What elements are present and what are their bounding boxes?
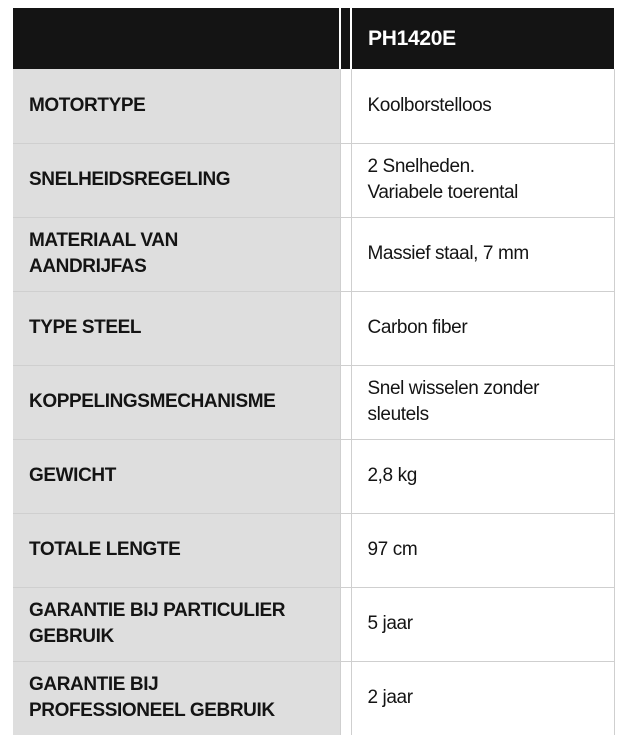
column-divider [340,439,351,513]
spec-row-gewicht [13,439,614,513]
spec-row-koppeling [13,365,614,439]
column-divider [340,587,351,661]
column-divider [340,661,351,735]
spec-row-materiaal [13,217,614,291]
header-divider [340,8,351,69]
column-divider [340,217,351,291]
spec-row-garantie-professioneel [13,661,614,735]
spec-value: 5 jaar [351,587,614,661]
header-row [13,8,614,69]
spec-label: KOPPELINGSMECHANISME [13,365,340,439]
spec-label: GEWICHT [13,439,340,513]
spec-row-type-steel [13,291,614,365]
spec-row-lengte [13,513,614,587]
column-divider [340,291,351,365]
column-divider [340,143,351,217]
spec-label: SNELHEIDSREGELING [13,143,340,217]
spec-label: GARANTIE BIJ PROFESSIONEEL GEBRUIK [13,661,340,735]
column-divider [340,69,351,143]
spec-label: GARANTIE BIJ PARTICULIER GEBRUIK [13,587,340,661]
model-heading: PH1420E [351,8,614,69]
column-divider [340,365,351,439]
spec-label: MOTORTYPE [13,69,340,143]
spec-value: 97 cm [351,513,614,587]
spec-label: TYPE STEEL [13,291,340,365]
spec-value: Snel wisselen zonder sleutels [351,365,614,439]
spec-value: 2,8 kg [351,439,614,513]
spec-value: Carbon fiber [351,291,614,365]
column-divider [340,513,351,587]
header-label-cell [13,8,340,69]
spec-value: 2 jaar [351,661,614,735]
spec-table [13,8,615,735]
spec-value: Massief staal, 7 mm [351,217,614,291]
spec-value: Koolborstelloos [351,69,614,143]
spec-value: 2 Snelheden. Variabele toerental [351,143,614,217]
spec-row-snelheidsregeling [13,143,614,217]
spec-row-garantie-particulier [13,587,614,661]
spec-label: MATERIAAL VAN AANDRIJFAS [13,217,340,291]
spec-row-motortype [13,69,614,143]
spec-label: TOTALE LENGTE [13,513,340,587]
